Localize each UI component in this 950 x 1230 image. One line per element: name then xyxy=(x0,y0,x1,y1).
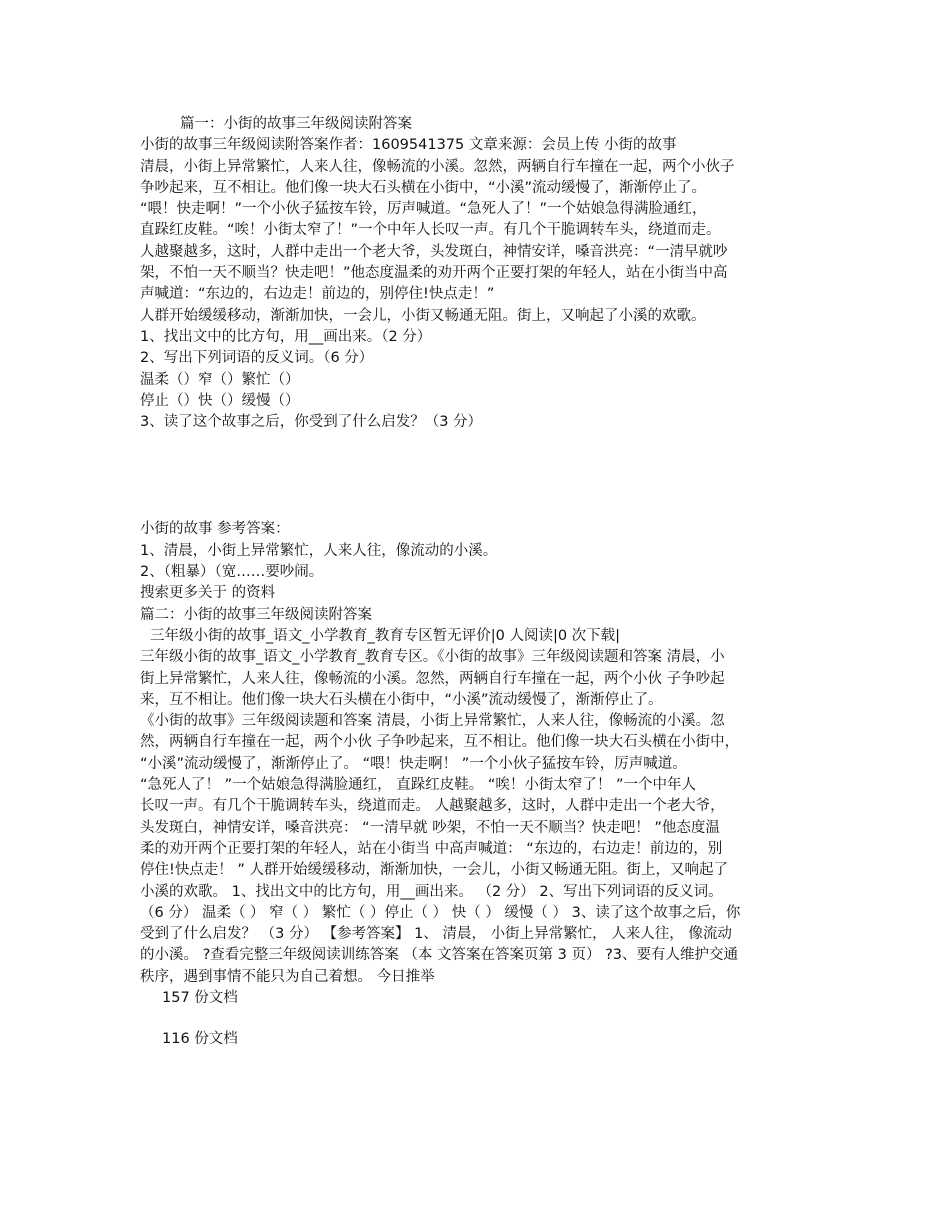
question-line: 3、读了这个故事之后，你受到了什么启发？（3 分） xyxy=(140,414,483,431)
body-line: （6 分） 温柔（ ） 窄（ ） 繁忙（ ）停止（ ） 快（ ） 缓慢（ ） 3、读了这个故事之后，你 xyxy=(140,904,741,921)
question-line: 2、写出下列词语的反义词。（6 分） xyxy=(140,350,374,367)
answers xyxy=(140,519,810,604)
question-line: 停止（）快（）缓慢（） xyxy=(140,392,300,409)
part1-title: 篇一：小街的故事三年级阅读附答案 xyxy=(180,116,412,132)
document-count: 157 份文档 xyxy=(162,989,238,1006)
question-line: 1、找出文中的比方句，用__画出来。（2 分） xyxy=(140,328,432,345)
body-line: 小溪的欢歌。 1、找出文中的比方句，用__画出来。 （2 分） 2、写出下列词语的反义词。 xyxy=(140,883,723,900)
body-line: 三年级小街的故事_语文_小学教育_教育专区。《小街的故事》三年级阅读题和答案 清晨，小 xyxy=(140,649,725,666)
answer-heading: 小街的故事 参考答案： xyxy=(140,521,290,538)
story-line: 人越聚越多，这时，人群中走出一个老大爷，头发斑白，神情安详，嗓音洪亮：“一清早就吵 xyxy=(140,243,728,260)
body-line: 来，互不相让。他们像一块大石头横在小街中，“小溪”流动缓慢了，渐渐停止了。 xyxy=(140,691,663,708)
part2-meta: 三年级小街的故事_语文_小学教育_教育专区暂无评价|0 人阅读|0 次下载| xyxy=(150,627,621,644)
body-line: 长叹一声。有几个干脆调转车头，绕道而走。 人越聚越多，这时，人群中走出一个老大爷， xyxy=(140,798,725,815)
body-line: 然，两辆自行车撞在一起，两个小伙 子争吵起来，互不相让。他们像一块大石头横在小街中， xyxy=(140,734,740,751)
story-line: 直跺红皮鞋。“唉！小街太窄了！”一个中年人长叹一声。有几个干脆调转车头，绕道而走。 xyxy=(140,222,721,239)
article-meta: 小街的故事三年级阅读附答案作者：1609541375 文章来源：会员上传 小街的故事 xyxy=(140,137,677,154)
story-line: 人群开始缓缓移动，渐渐加快，一会儿，小街又畅通无阻。街上，又响起了小溪的欢歌。 xyxy=(140,307,706,324)
body-line: 街上异常繁忙，人来人往，像畅流的小溪。忽然，两辆自行车撞在一起，两个小伙 子争吵起 xyxy=(140,670,725,687)
body-line: 头发斑白，神情安详，嗓音洪亮： “一清早就 吵架，不怕一天不顺当？快走吧！ ”他态度温 xyxy=(140,819,720,836)
story-line: “喂！快走啊！”一个小伙子猛按车铃，厉声喊道。“急死人了！”一个姑娘急得满脸通红， xyxy=(140,201,707,218)
body-line: 的小溪。 ?查看完整三年级阅读训练答案 （本 文答案在答案页第 3 页） ?3、要有人维护交通 xyxy=(140,947,738,964)
answer-line: 2、（粗暴）（宽……要吵闹。 xyxy=(140,564,324,581)
body-line: 柔的劝开两个正要打架的年轻人，站在小街当 中高声喊道： “东边的，右边走！前边的，别 xyxy=(140,840,723,857)
body-line: “小溪”流动缓慢了，渐渐停止了。 “喂！快走啊！ ”一个小伙子猛按车铃，厉声喊道。 xyxy=(140,755,687,772)
search-more-link[interactable]: 搜索更多关于 的资料 xyxy=(140,585,276,602)
body-line: “急死人了！ ”一个姑娘急得满脸通红， 直跺红皮鞋。 “唉！小街太窄了！ ”一个中年人 xyxy=(140,777,696,794)
body-line: 《小街的故事》三年级阅读题和答案 清晨，小街上异常繁忙，人来人往，像畅流的小溪。忽 xyxy=(140,713,725,730)
story-line: 声喊道：“东边的，右边走！前边的，别停住!快点走！” xyxy=(140,286,495,303)
story-line: 清晨，小街上异常繁忙，人来人往，像畅流的小溪。忽然，两辆自行车撞在一起，两个小伙子 xyxy=(140,158,735,175)
question-line: 温柔（）窄（）繁忙（） xyxy=(140,371,300,388)
part2-title: 篇二：小街的故事三年级阅读附答案 xyxy=(140,606,372,623)
blank-space xyxy=(140,1009,810,1029)
body-line: 停住!快点走！ ” 人群开始缓缓移动，渐渐加快，一会儿，小街又畅通无阻。街上，又响起了 xyxy=(140,862,729,879)
document-count: 116 份文档 xyxy=(162,1031,238,1048)
document-page xyxy=(140,114,810,1051)
body-line: 受到了什么启发？ （3 分） 【参考答案】 1、 清晨， 小街上异常繁忙， 人来人往， 像流动 xyxy=(140,926,732,943)
story-line: 争吵起来，互不相让。他们像一块大石头横在小街中，“小溪”流动缓慢了，渐渐停止了。 xyxy=(140,179,707,196)
body-line: 秩序，遇到事情不能只为自己着想。 今日推举 xyxy=(140,968,435,985)
story-text xyxy=(140,157,810,327)
questions xyxy=(140,327,810,433)
story-line: 架，不怕一天不顺当？快走吧！”他态度温柔的劝开两个正要打架的年轻人，站在小街当中高 xyxy=(140,265,728,282)
part2-body xyxy=(140,647,810,988)
answer-line: 1、清晨，小街上异常繁忙，人来人往，像流动的小溪。 xyxy=(140,542,498,559)
blank-space xyxy=(140,433,810,519)
